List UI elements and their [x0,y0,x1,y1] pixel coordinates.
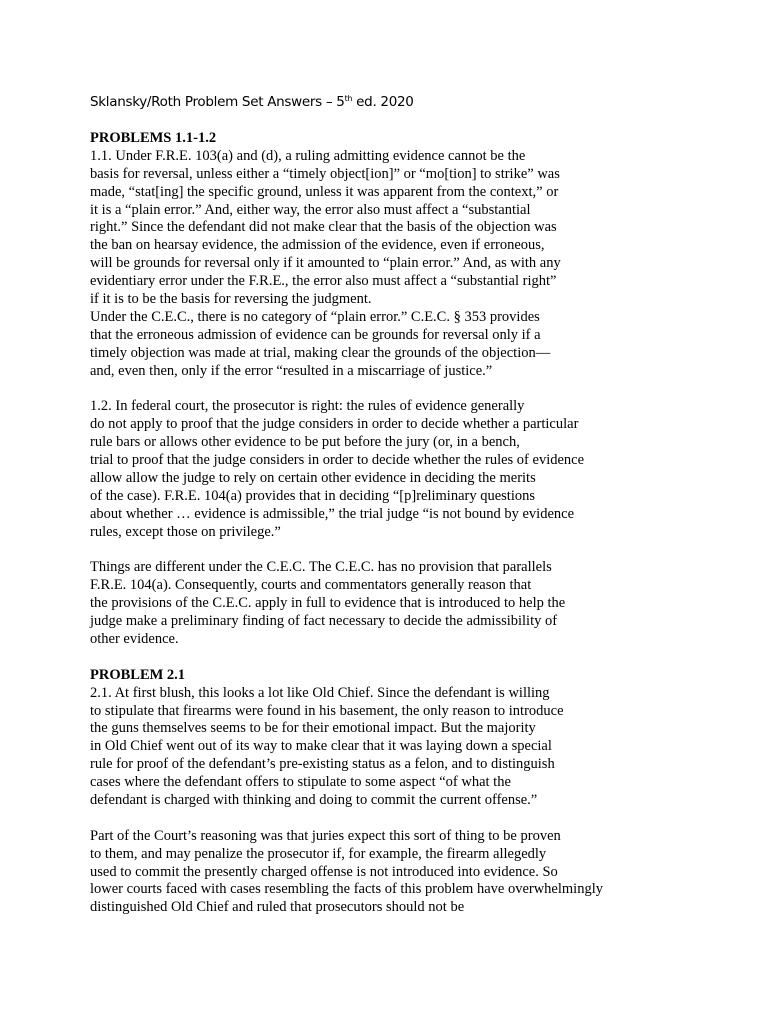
text-line: timely objection was made at trial, making clear the grounds of the objection— [90,344,551,361]
text-line: do not apply to proof that the judge considers in order to decide whether a particular [90,416,579,433]
text-line: Under the C.E.C., there is no category of “plain error.” C.E.C. § 353 provides [90,308,540,325]
text-line: the ban on hearsay evidence, the admission of the evidence, even if erroneous, [90,237,545,254]
paragraph [90,398,730,541]
text-line: to them, and may penalize the prosecutor if, for example, the firearm allegedly [90,845,547,862]
paragraph-spacer [90,380,730,398]
text-line: defendant is charged with thinking and doing to commit the current offense.” [90,791,538,808]
text-line: used to commit the presently charged offense is not introduced into evidence. So [90,863,558,880]
text-line: about whether … evidence is admissible,” the trial judge “is not bound by evidence [90,505,575,522]
text-line: in Old Chief went out of its way to make clear that it was laying down a special [90,738,552,755]
text-line: the guns themselves seems to be for their emotional impact. But the majority [90,720,536,737]
text-line: rules, except those on privilege.” [90,523,281,540]
text-line: right.” Since the defendant did not make clear that the basis of the objection was [90,219,557,236]
text-line: cases where the defendant offers to stipulate to some aspect “of what the [90,774,511,791]
text-line: to stipulate that firearms were found in his basement, the only reason to introduce [90,702,564,719]
text-line: 2.1. At first blush, this looks a lot like Old Chief. Since the defendant is willing [90,684,550,701]
text-line: lower courts faced with cases resembling the facts of this problem have overwhelmingly [90,881,603,898]
title-superscript: th [344,94,353,103]
paragraph [90,685,730,810]
title-tail: ed. 2020 [352,94,414,110]
section-heading: PROBLEM 2.1 [90,666,186,683]
text-line: trial to proof that the judge considers in order to decide whether the rules of evidence [90,452,585,469]
text-line: of the case). F.R.E. 104(a) provides that in deciding “[p]reliminary questions [90,487,535,504]
paragraph [90,148,730,381]
document-title [90,94,414,110]
text-line: that the erroneous admission of evidence can be grounds for reversal only if a [90,326,541,343]
text-line: basis for reversal, unless either a “timely object[ion]” or “mo[tion] to strike” was [90,165,560,182]
text-line: it is a “plain error.” And, either way, the error also must affect a “substantial [90,201,531,218]
text-line: Part of the Court’s reasoning was that juries expect this sort of thing to be proven [90,827,561,844]
text-line: F.R.E. 104(a). Consequently, courts and commentators generally reason that [90,577,532,594]
text-line: if it is to be the basis for reversing the judgment. [90,291,372,308]
paragraph [90,559,730,648]
text-line: rule for proof of the defendant’s pre-existing status as a felon, and to distinguish [90,756,555,773]
text-line: other evidence. [90,630,179,647]
text-line: made, “stat[ing] the specific ground, unless it was apparent from the context,” or [90,183,559,200]
text-line: Things are different under the C.E.C. The C.E.C. has no provision that parallels [90,559,552,576]
title-main: Sklansky/Roth Problem Set Answers – 5 [90,94,345,110]
text-line: evidentiary error under the F.R.E., the error also must affect a “substantial right” [90,273,557,290]
text-line: 1.1. Under F.R.E. 103(a) and (d), a ruling admitting evidence cannot be the [90,147,526,164]
text-line: judge make a preliminary finding of fact necessary to decide the admissibility of [90,613,558,630]
document-body [90,130,730,917]
paragraph [90,828,730,917]
section-heading: PROBLEMS 1.1-1.2 [90,130,217,146]
text-line: will be grounds for reversal only if it amounted to “plain error.” And, as with any [90,255,561,272]
paragraph-spacer [90,649,730,667]
text-line: rule bars or allows other evidence to be put before the jury (or, in a bench, [90,434,520,451]
paragraph-spacer [90,810,730,828]
text-line: allow allow the judge to rely on certain other evidence in deciding the merits [90,469,536,486]
text-line: 1.2. In federal court, the prosecutor is right: the rules of evidence generally [90,398,525,415]
text-line: the provisions of the C.E.C. apply in full to evidence that is introduced to help the [90,595,566,612]
text-line: distinguished Old Chief and ruled that prosecutors should not be [90,899,465,916]
text-line: and, even then, only if the error “resulted in a miscarriage of justice.” [90,362,493,379]
paragraph-spacer [90,541,730,559]
